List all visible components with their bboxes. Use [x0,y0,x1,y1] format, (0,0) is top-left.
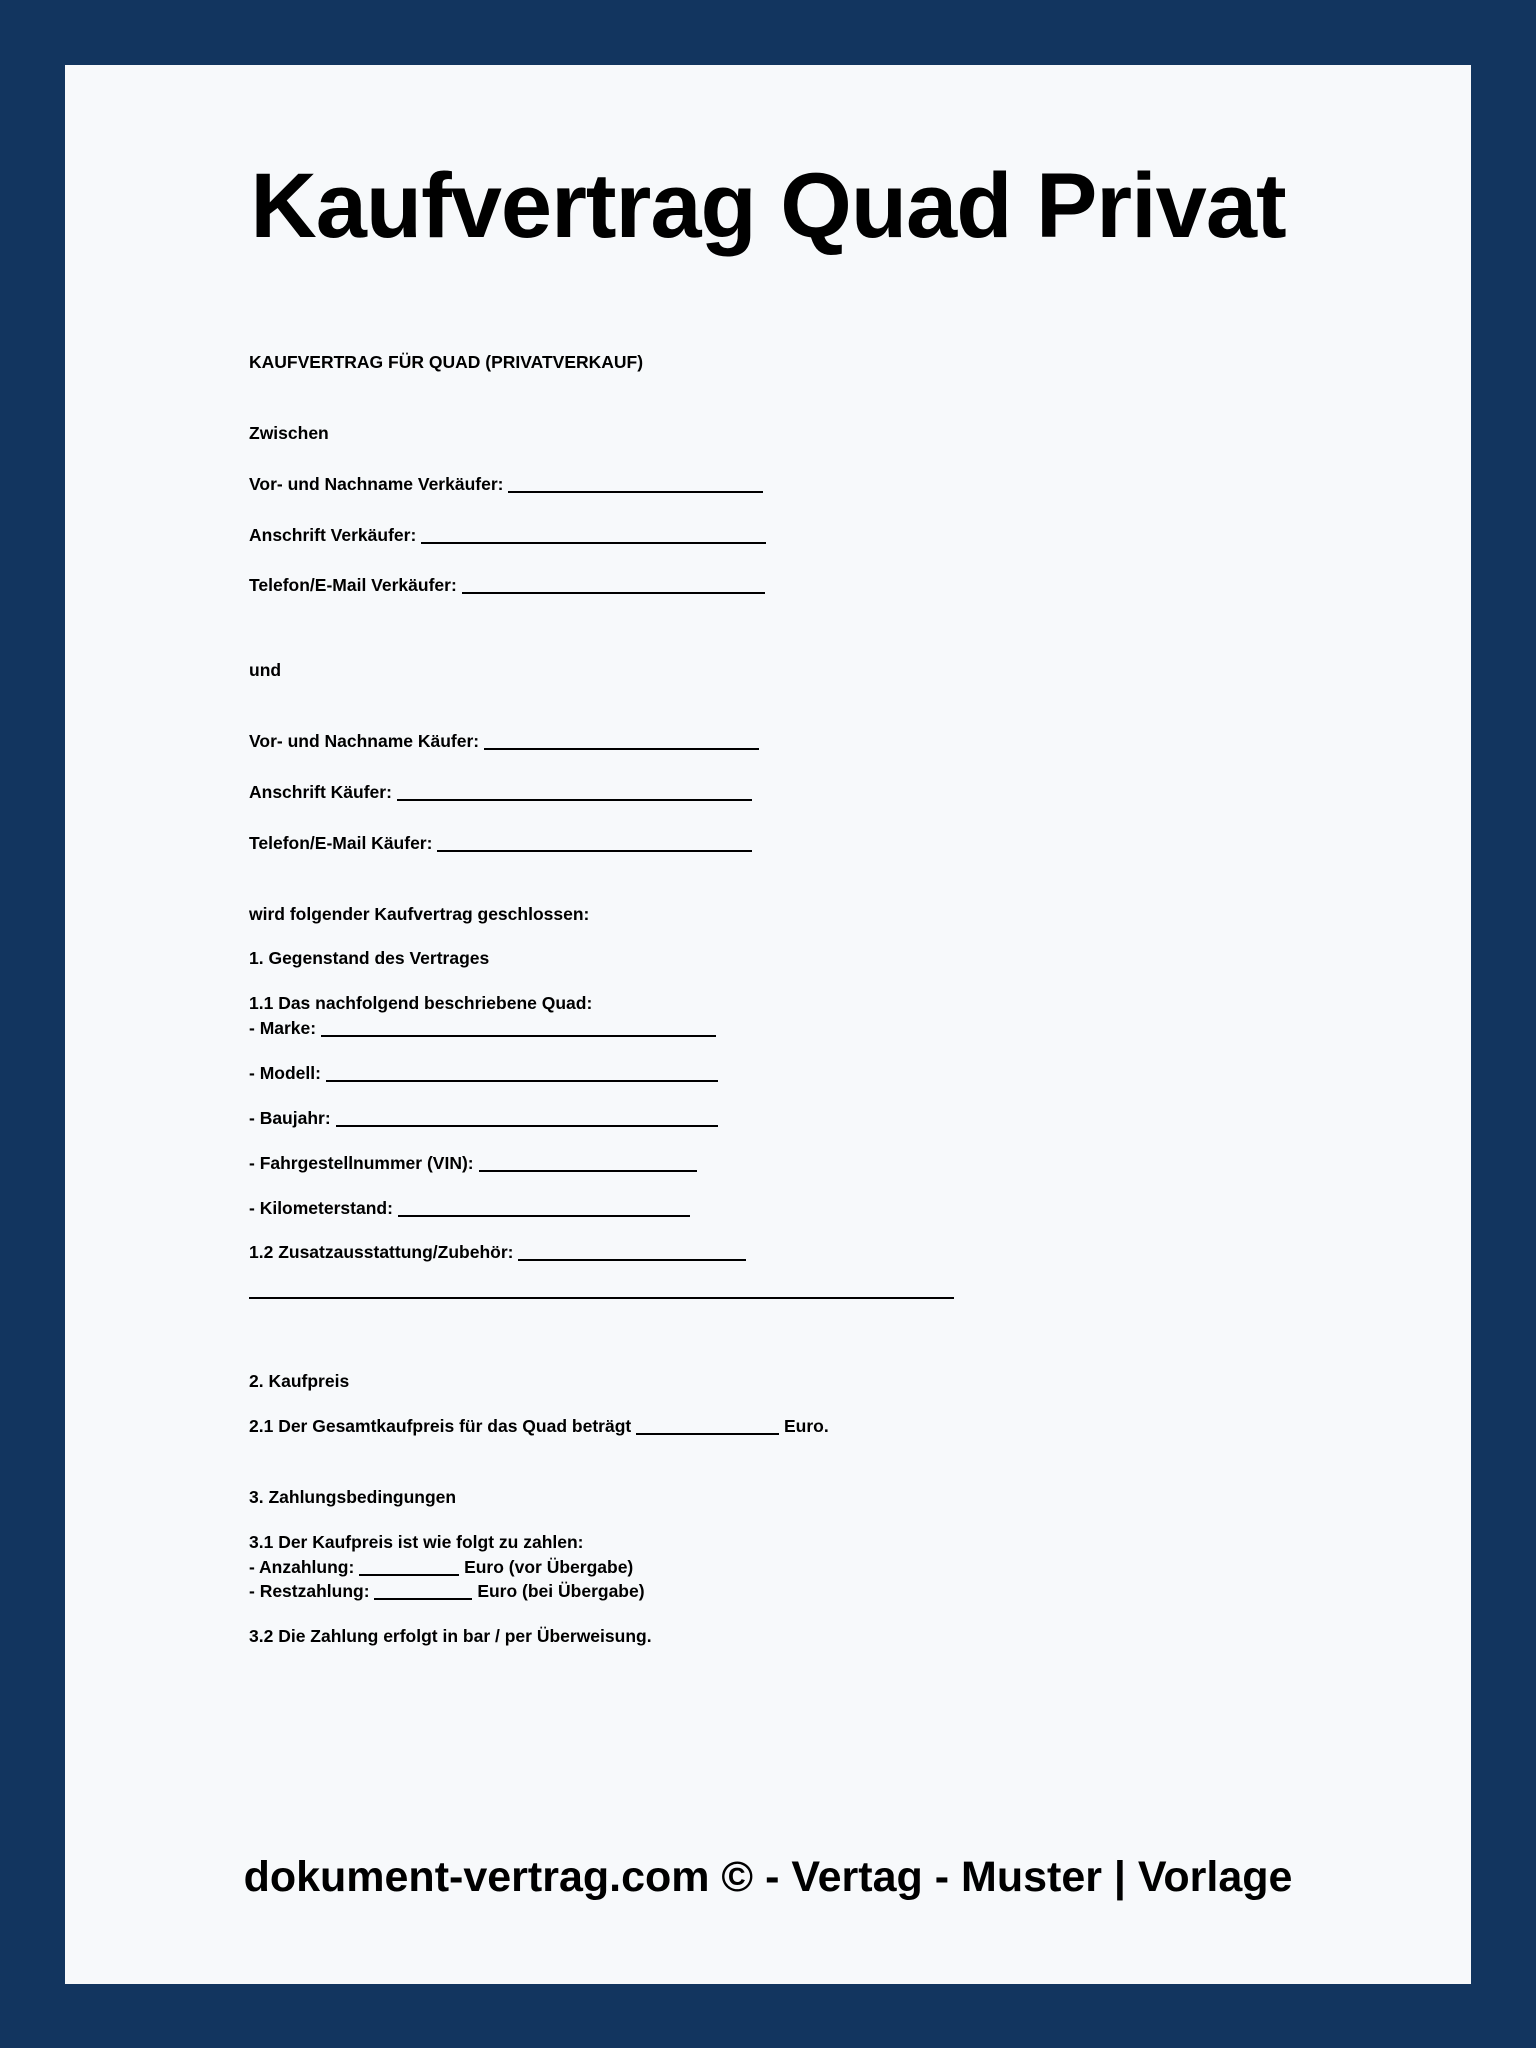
buyer-address-label: Anschrift Käufer: [249,781,392,802]
seller-address-row [249,523,1329,548]
document-body [249,350,1329,1649]
field-anzahlung-note: Euro (vor Übergabe) [464,1556,634,1577]
seller-contact-label: Telefon/E-Mail Verkäufer: [249,575,457,596]
spacer [249,497,1329,523]
field-restzahlung-label: - Restzahlung: [249,1581,370,1602]
field-baujahr [249,1106,1329,1131]
buyer-contact-blank[interactable] [437,850,752,852]
field-kilometerstand-blank[interactable] [398,1215,690,1217]
clause-3-1-text: 3.1 Der Kaufpreis ist wie folgt zu zahlen: [249,1531,584,1552]
document-heading: KAUFVERTRAG FÜR QUAD (PRIVATVERKAUF) [249,352,644,372]
spacer [249,926,1329,946]
footer-watermark: dokument-vertrag.com © - Vertag - Muster | Vorlage [243,1853,1293,1901]
clause-3-1 [249,1530,1329,1555]
buyer-contact-row [249,831,1329,856]
buyer-name-row [249,729,1329,754]
section-2-heading: 2. Kaufpreis [249,1371,350,1392]
clause-2-1-price-blank[interactable] [636,1433,779,1435]
spacer [249,1394,1329,1414]
spacer [249,547,1329,573]
field-restzahlung-blank[interactable] [374,1598,472,1600]
conjunction-und: und [249,660,282,681]
spacer [249,1299,1329,1369]
buyer-address-row [249,780,1329,805]
buyer-address-blank[interactable] [397,799,752,801]
clause-1-2-blank[interactable] [518,1259,746,1261]
seller-address-label: Anschrift Verkäufer: [249,524,417,545]
section-1-heading: 1. Gegenstand des Vertrages [249,948,490,969]
clause-1-2 [249,1240,1329,1265]
field-kilometerstand-label: - Kilometerstand: [249,1197,393,1218]
page-title: Kaufvertrag Quad Privat [250,155,1286,257]
document-card [65,65,1471,1984]
spacer [249,1041,1329,1061]
field-vin-label: - Fahrgestellnummer (VIN): [249,1152,474,1173]
clause-3-2: 3.2 Die Zahlung erfolgt in bar / per Überweisung. [249,1626,652,1647]
field-vin [249,1151,1329,1176]
spacer [249,1265,1329,1291]
field-anzahlung-blank[interactable] [359,1574,459,1576]
seller-contact-blank[interactable] [462,592,765,594]
seller-name-blank[interactable] [508,491,763,493]
field-baujahr-blank[interactable] [336,1125,718,1127]
seller-name-label: Vor- und Nachname Verkäufer: [249,473,504,494]
spacer [249,1086,1329,1106]
buyer-name-label: Vor- und Nachname Käufer: [249,731,480,752]
section-3-heading: 3. Zahlungsbedingungen [249,1486,457,1507]
spacer [249,375,1329,421]
field-anzahlung [249,1555,1329,1580]
field-restzahlung [249,1579,1329,1604]
spacer [249,754,1329,780]
spacer [249,1439,1329,1485]
agreement-line: wird folgender Kaufvertrag geschlossen: [249,903,590,924]
spacer [249,805,1329,831]
field-marke-blank[interactable] [321,1035,716,1037]
field-anzahlung-label: - Anzahlung: [249,1556,355,1577]
clause-2-1-currency: Euro. [783,1416,829,1437]
field-modell-blank[interactable] [326,1080,718,1082]
clause-2-1 [249,1414,1329,1439]
field-marke [249,1016,1329,1041]
spacer [249,1131,1329,1151]
seller-contact-row [249,573,1329,598]
spacer [249,1220,1329,1240]
field-kilometerstand [249,1196,1329,1221]
spacer [249,683,1329,729]
buyer-contact-label: Telefon/E-Mail Käufer: [249,832,433,853]
field-modell [249,1061,1329,1086]
field-baujahr-label: - Baujahr: [249,1107,331,1128]
seller-address-blank[interactable] [421,542,766,544]
spacer [249,598,1329,658]
spacer [249,1176,1329,1196]
buyer-name-blank[interactable] [484,748,759,750]
spacer [249,971,1329,991]
spacer [249,1510,1329,1530]
field-vin-blank[interactable] [479,1170,697,1172]
parties-intro: Zwischen [249,422,329,443]
clause-2-1-label: 2.1 Der Gesamtkaufpreis für das Quad beträgt [249,1416,632,1437]
field-modell-label: - Modell: [249,1062,321,1083]
spacer [249,446,1329,472]
field-restzahlung-note: Euro (bei Übergabe) [477,1581,645,1602]
clause-1-2-label: 1.2 Zusatzausstattung/Zubehör: [249,1242,514,1263]
spacer [249,1604,1329,1624]
field-marke-label: - Marke: [249,1018,317,1039]
spacer [249,856,1329,902]
seller-name-row [249,472,1329,497]
clause-1-1 [249,991,1329,1016]
clause-1-1-text: 1.1 Das nachfolgend beschriebene Quad: [249,993,593,1014]
